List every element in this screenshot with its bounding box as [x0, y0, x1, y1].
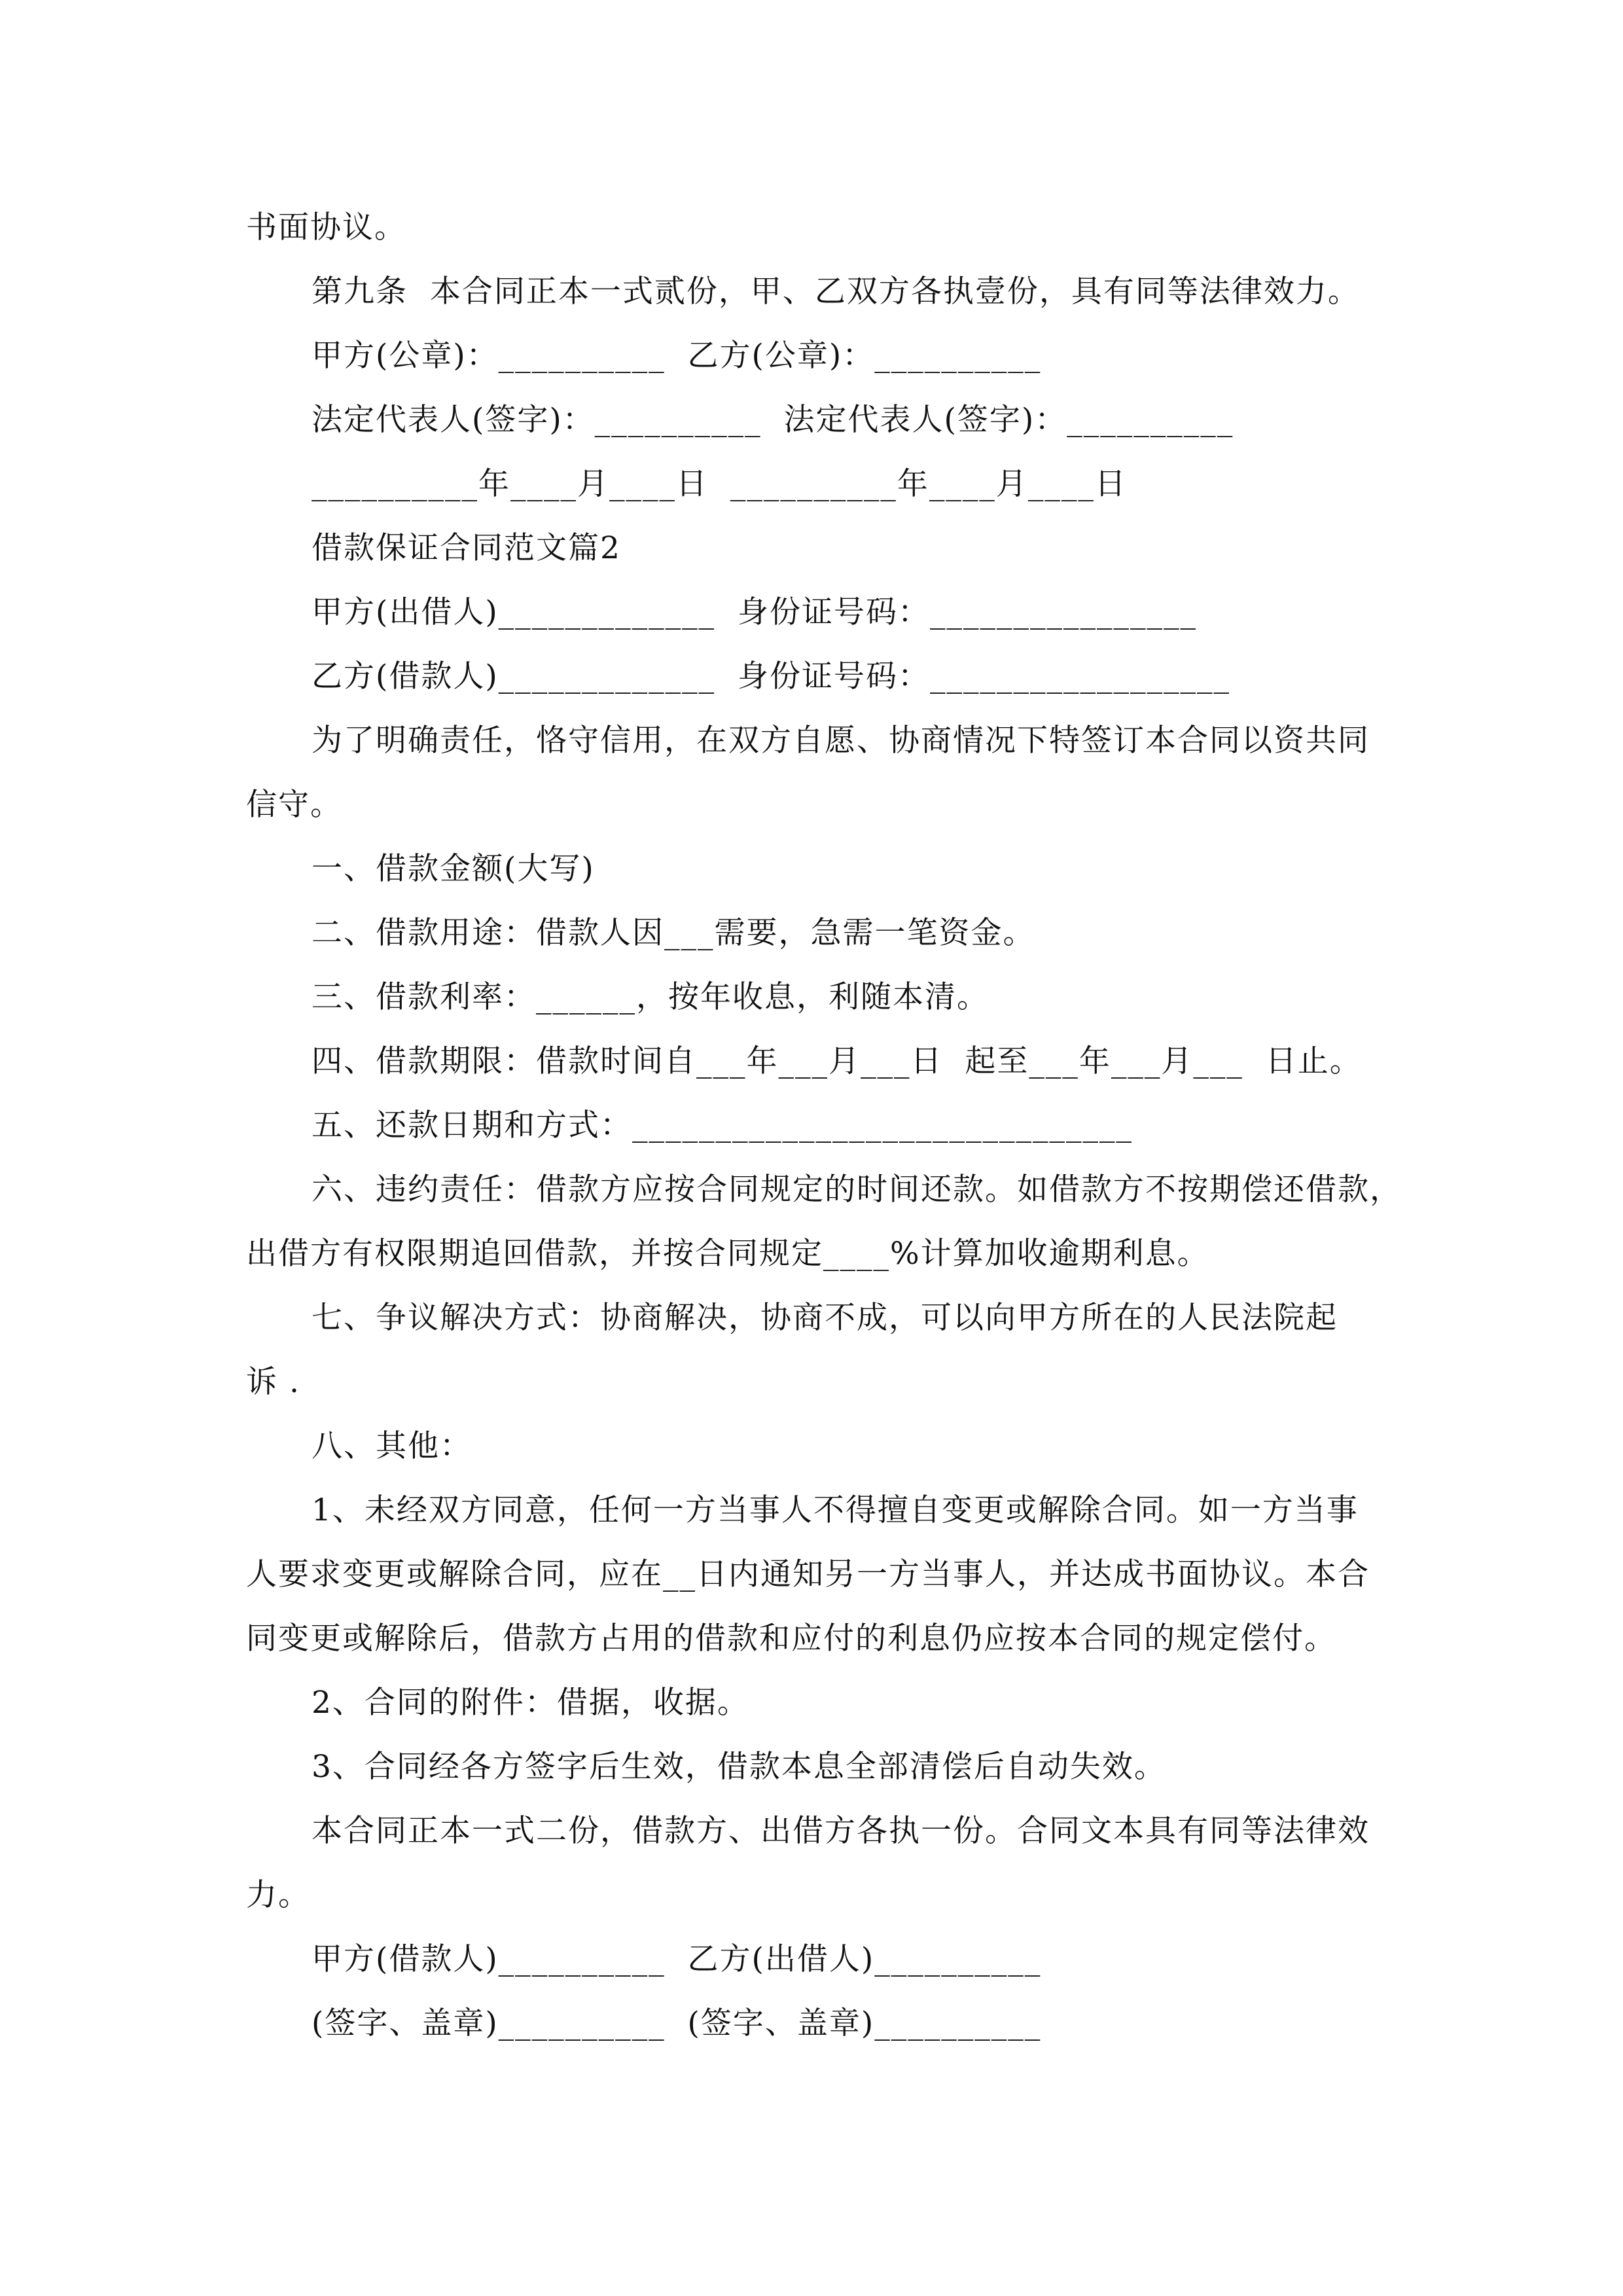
- text-line: 本合同正本一式二份，借款方、出借方各执一份。合同文本具有同等法律效: [312, 1813, 1370, 1849]
- party-line: 甲方(出借人)_____________ 身份证号码：________________: [312, 594, 1198, 630]
- clause-line: 八、其他：: [312, 1428, 472, 1464]
- clause-line: 2、合同的附件：借据，收据。: [312, 1685, 749, 1721]
- date-line: __________年____月____日 __________年____月____日: [312, 466, 1127, 502]
- clause-line: 七、争议解决方式：协商解决，协商不成，可以向甲方所在的人民法院起: [312, 1300, 1338, 1336]
- section-title: 借款保证合同范文篇2: [312, 530, 621, 566]
- text-line: 同变更或解除后，借款方占用的借款和应付的利息仍应按本合同的规定偿付。: [246, 1621, 1336, 1657]
- signature-line: 法定代表人(签字)：__________ 法定代表人(签字)：__________: [312, 402, 1234, 438]
- signature-line: 甲方(公章)：__________ 乙方(公章)：__________: [312, 338, 1042, 374]
- text-line: 书面协议。: [246, 209, 406, 245]
- clause-line: 六、违约责任：借款方应按合同规定的时间还款。如借款方不按期偿还借款，: [312, 1172, 1402, 1208]
- clause-line: 1、未经双方同意，任何一方当事人不得擅自变更或解除合同。如一方当事: [312, 1492, 1359, 1528]
- text-line: 出借方有权限期追回借款，并按合同规定____%计算加收逾期利息。: [246, 1236, 1209, 1272]
- text-line: 力。: [246, 1877, 310, 1913]
- clause-line: 二、借款用途：借款人因___需要，急需一笔资金。: [312, 915, 1035, 951]
- party-line: 乙方(借款人)_____________ 身份证号码：__________________: [312, 658, 1231, 694]
- clause-line: 四、借款期限：借款时间自___年___月___日 起至___年___月___ 日止。: [312, 1043, 1362, 1079]
- text-line: 诉 .: [246, 1364, 300, 1400]
- clause-line: 3、合同经各方签字后生效，借款本息全部清偿后自动失效。: [312, 1749, 1166, 1785]
- clause-line: 三、借款利率：______，按年收息，利随本清。: [312, 979, 989, 1015]
- text-line: 人要求变更或解除合同，应在__日内通知另一方当事人，并达成书面协议。本合: [246, 1556, 1370, 1592]
- clause-line: 一、借款金额(大写): [312, 851, 595, 887]
- clause-line: 五、还款日期和方式：______________________________: [312, 1107, 1133, 1143]
- text-line: 信守。: [246, 787, 342, 823]
- signature-line: 甲方(借款人)__________ 乙方(出借人)__________: [312, 1941, 1042, 1977]
- signature-line: (签字、盖章)__________ (签字、盖章)__________: [312, 2005, 1042, 2041]
- text-line: 第九条 本合同正本一式贰份，甲、乙双方各执壹份，具有同等法律效力。: [312, 274, 1360, 310]
- text-line: 为了明确责任，恪守信用，在双方自愿、协商情况下特签订本合同以资共同: [312, 723, 1370, 759]
